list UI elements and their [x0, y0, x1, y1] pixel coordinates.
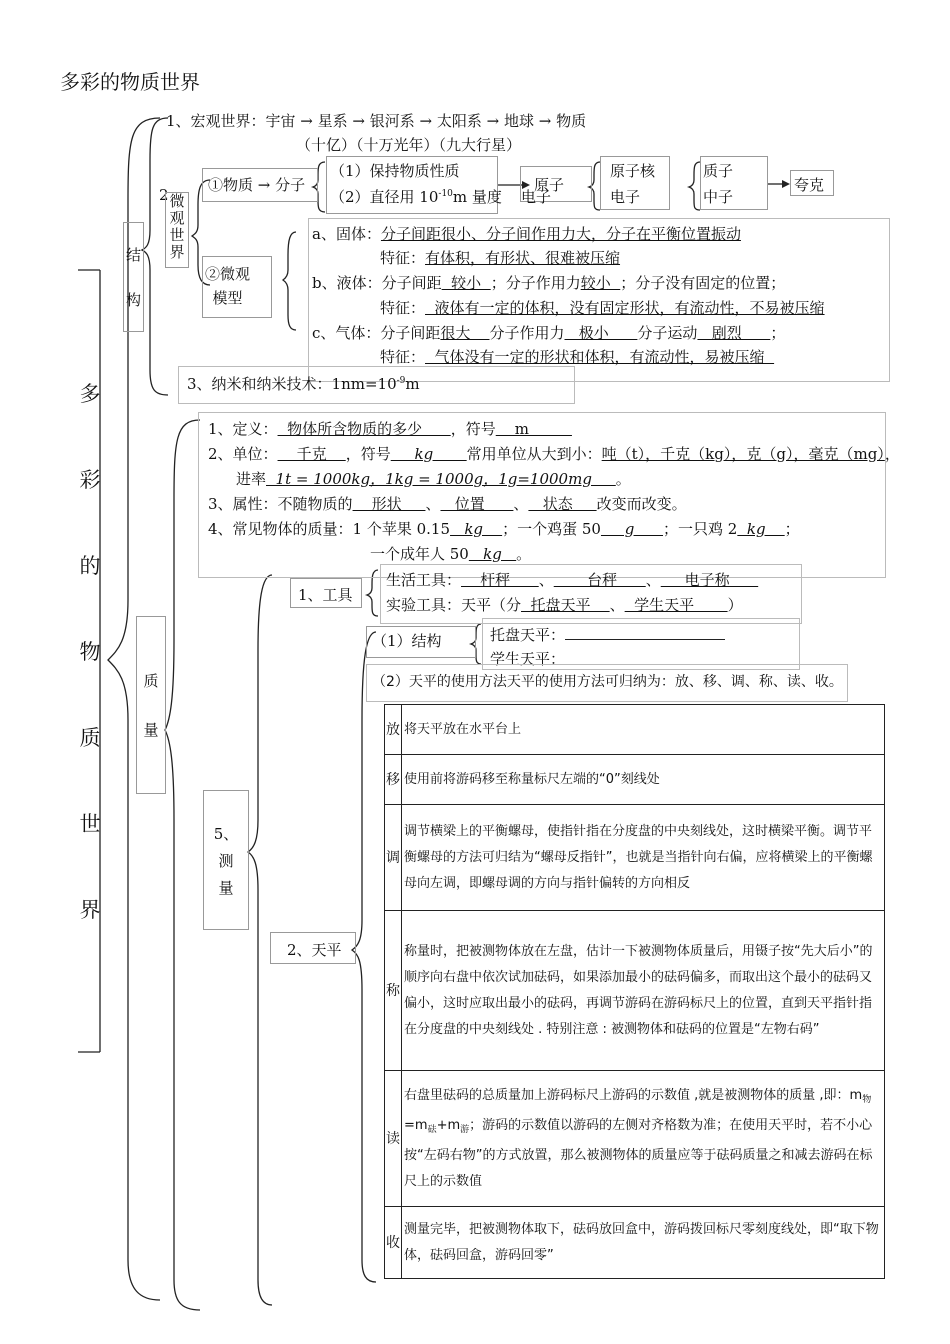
step-desc: 使用前将游码移至称量标尺左端的“0”刻线处: [402, 755, 885, 805]
read-sub-weight: 砝: [427, 1124, 437, 1135]
side-title-char: 多: [79, 382, 101, 406]
model-label: ②微观 模型: [205, 265, 251, 307]
micro-label-char: 世: [169, 226, 185, 244]
liquid-line: [312, 272, 785, 293]
nano-exp: -9: [396, 376, 406, 386]
gas-feature-prefix: 特征：: [380, 348, 426, 366]
solid-feature-text: 有体积，有形状、很难被压缩: [425, 249, 621, 267]
step-key: 移: [385, 755, 402, 805]
life-sep: 、: [538, 571, 554, 589]
exp-tray-balance: 托盘天平: [521, 596, 610, 614]
step-row: [385, 911, 885, 1071]
step-desc: 称量时，把被测物体放在左盘，估计一下被测物体质量后，用镊子按“先大后小”的顺序向右盘中依次试加砝码，如果添加最小的砝码偏多，而取出这个最小的砝码又偏小，这时应取出最小的砝码，再调节游码在游码标尺上的位置，直到天平指针指在分度盘的中央刻线处 . 特别注意 : 被测物体和砝码的位置是“左物右码”: [402, 911, 885, 1071]
step-key: 放: [385, 705, 402, 755]
liquid-feature-prefix: 特征：: [380, 299, 426, 317]
def-symbol: m: [495, 420, 572, 438]
common-apple-unit: kg: [450, 520, 503, 538]
solid-feature: [380, 247, 620, 268]
def-prefix: 1、定义：: [208, 420, 278, 438]
liquid-force: 较小: [580, 274, 621, 292]
gas-line: [312, 322, 785, 343]
mass-definition: [208, 418, 572, 439]
tray-balance-label: 托盘天平：: [490, 626, 566, 644]
side-title-char: 物: [79, 640, 101, 664]
step-desc: 调节横梁上的平衡螺母，使指针指在分度盘的中央刻线处，这时横梁平衡。调节平衡螺母的方法可归结为“螺母反指针”，也就是当指针向右偏，应将横梁上的平衡螺母向左调，即螺母调的方向与指针偏转的方向相反: [402, 805, 885, 911]
exp-tools: [386, 594, 743, 615]
molecule-prop-2: [330, 186, 502, 207]
proton: 质子: [703, 162, 734, 180]
read-sub-object: 物: [862, 1094, 872, 1105]
common-adult: 一个成年人 50: [370, 545, 469, 563]
step-desc: 测量完毕，把被测物体取下，砝码放回盒中，游码拨回标尺零刻度线处，即“取下物体，砝码回盒，游码回零”: [402, 1207, 885, 1279]
liquid-end: ；: [770, 274, 786, 292]
gas-prefix: c、气体：分子间距: [312, 324, 441, 342]
unit-symbol-prefix: ，符号: [345, 445, 391, 463]
unit-value: 千克: [277, 445, 346, 463]
attr-end: 改变而改变。: [596, 495, 687, 513]
gas-feature-text: 气体没有一定的形状和体积，有流动性，易被压缩: [425, 348, 775, 366]
liquid-motion: ；分子没有固定的位置: [620, 274, 771, 292]
gas-motion: 剧烈: [697, 324, 771, 342]
neutron: 中子: [703, 188, 734, 206]
def-symbol-prefix: ，符号: [450, 420, 496, 438]
molecule-prop-2-unit: m 量度: [452, 188, 502, 206]
step-desc: [402, 1071, 885, 1207]
exp-student-balance: 学生天平: [624, 596, 728, 614]
measure-label-char: 测: [218, 851, 234, 870]
mass-common: [208, 518, 800, 539]
exp-sep: 、: [609, 596, 625, 614]
read-sub-rider: 游: [460, 1124, 470, 1135]
unit-common-prefix: 常用单位从大到小：: [466, 445, 602, 463]
step-row: [385, 1207, 885, 1279]
gas-gap: 很大: [440, 324, 490, 342]
tray-balance: [490, 624, 725, 645]
step-key: 调: [385, 805, 402, 911]
molecule-lead: ①物质 → 分子: [208, 176, 306, 194]
mass-unit: [208, 443, 900, 464]
page-title: 多彩的物质世界: [60, 70, 200, 94]
liquid-prefix: b、液体：分子间距: [312, 274, 442, 292]
nano-unit: m: [405, 375, 420, 393]
liquid-feature-text: 液体有一定的体积，没有固定形状，有流动性，不易被压缩: [425, 299, 825, 317]
rate-value: 1t = 1000kg，1kg = 1000g，1g=1000mg: [266, 470, 616, 488]
gas-feature: [380, 346, 774, 367]
attr-sep: 、: [425, 495, 441, 513]
micro-label-char: 微: [169, 192, 185, 210]
attr-position: 位置: [440, 495, 514, 513]
tool-label: 1、工具: [298, 586, 353, 604]
life-electronic-scale: 电子称: [660, 571, 759, 589]
gas-force: 极小: [564, 324, 638, 342]
electron-1: 电子: [521, 188, 552, 206]
structure-label: [123, 222, 144, 332]
life-platform-scale: 台秤: [553, 571, 646, 589]
side-title-char: 世: [79, 812, 101, 836]
common-chicken-unit: kg: [737, 520, 785, 538]
attr-prefix: 3、属性：不随物质的: [208, 495, 353, 513]
side-title-char: 界: [79, 898, 101, 922]
student-balance: 学生天平：: [490, 650, 566, 668]
balance-label: 2、天平: [287, 941, 342, 959]
unit-end: ，: [884, 445, 900, 463]
step-key: 收: [385, 1207, 402, 1279]
read-plus: +m: [436, 1117, 461, 1133]
read-text-b: ；游码的示数值以游码的左侧对齐格数为准；在使用天平时，若不小心按“左码右物”的方式放置，那么被测物体的质量应等于砝码质量之和减去游码在标尺上的示数值: [404, 1117, 873, 1189]
micro-label-char: 观: [169, 209, 185, 227]
atom: 原子: [534, 176, 565, 194]
def-value: 物体所含物质的多少: [277, 420, 451, 438]
exp-end: ）: [727, 596, 743, 614]
common-chicken: ；一只鸡 2: [663, 520, 738, 538]
common-egg-unit: g: [600, 520, 664, 538]
read-eq: =m: [404, 1117, 428, 1133]
mass-label-char: 量: [143, 721, 159, 739]
solid-desc: 分子间距很小、分子间作用力大，分子在平衡位置振动: [380, 225, 741, 243]
mass-label: [136, 616, 166, 794]
step-row: [385, 805, 885, 911]
step-key: 读: [385, 1071, 402, 1207]
molecule-prop-1: （1）保持物质性质: [330, 162, 460, 180]
step-key: 称: [385, 911, 402, 1071]
rate-prefix: 进率: [236, 470, 267, 488]
rate-end: 。: [615, 470, 631, 488]
measure-label-char: 5、: [213, 824, 239, 843]
micro-label-char: 界: [169, 243, 185, 261]
struct-label: （1）结构: [372, 632, 442, 650]
read-text-a: 右盘里砝码的总质量加上游码标尺上游码的示数值 ,就是被测物体的质量 ,即：m: [404, 1087, 863, 1103]
measure-label: [203, 790, 249, 930]
mass-rate: [236, 468, 631, 489]
electron-2: 电子: [610, 188, 641, 206]
solid-prefix: a、固体：: [312, 225, 381, 243]
macro-world: 1、宏观世界：宇宙 → 星系 → 银河系 → 太阳系 → 地球 → 物质: [166, 112, 587, 130]
common-apple: 4、常见物体的质量：1 个苹果 0.15: [208, 520, 451, 538]
common-egg: ；一个鸡蛋 50: [502, 520, 601, 538]
mass-label-char: 质: [143, 672, 159, 690]
nano-text: 3、纳米和纳米技术：1nm=10: [187, 375, 397, 393]
step-row: [385, 755, 885, 805]
common-end: ；: [784, 520, 800, 538]
molecule-prop-2-exp: -10: [438, 189, 453, 199]
nano-line: [187, 373, 420, 394]
structure-label-char: 结: [125, 246, 141, 264]
life-prefix: 生活工具：: [386, 571, 462, 589]
life-tools: [386, 569, 758, 590]
unit-prefix: 2、单位：: [208, 445, 278, 463]
measure-label-char: 量: [218, 878, 234, 897]
liquid-gap: 较小: [441, 274, 491, 292]
attr-sep: 、: [513, 495, 529, 513]
side-title-char: 彩: [79, 468, 101, 492]
micro-world-label: [165, 192, 189, 268]
tray-balance-blank[interactable]: [565, 627, 725, 640]
unit-list: 吨（t），千克（kg），克（g），毫克（mg）: [601, 445, 885, 463]
liquid-feature: [380, 297, 825, 318]
gas-motion-prefix: 分子运动: [637, 324, 698, 342]
gas-end: ；: [770, 324, 786, 342]
side-title: [78, 378, 102, 924]
life-steelyard: 杆秤: [461, 571, 539, 589]
common-adult-unit: kg: [468, 545, 517, 563]
molecule-prop-2-text: （2）直径用 10: [330, 188, 439, 206]
gas-force-prefix: 分子作用力: [489, 324, 565, 342]
macro-note: （十亿）（十万光年）（九大行星）: [296, 136, 522, 154]
nucleus: 原子核: [610, 162, 656, 180]
usage-text: （2）天平的使用方法天平的使用方法可归纳为：放、移、调、称、读、收。: [372, 674, 843, 690]
attr-state: 状态: [528, 495, 597, 513]
mass-attribute: [208, 493, 687, 514]
side-title-char: 的: [79, 554, 101, 578]
exp-prefix: 实验工具：天平（分: [386, 596, 522, 614]
micro-number: 2: [159, 186, 169, 204]
unit-symbol: kg: [390, 445, 467, 463]
life-sep: 、: [645, 571, 661, 589]
balance-steps-table: [384, 704, 885, 1279]
step-row: [385, 1071, 885, 1207]
step-desc: 将天平放在水平台上: [402, 705, 885, 755]
quark: 夸克: [794, 176, 825, 194]
liquid-force-prefix: ；分子作用力: [490, 274, 581, 292]
solid-line: [312, 223, 741, 244]
solid-feature-prefix: 特征：: [380, 249, 426, 267]
mass-common-adult: [370, 543, 531, 564]
structure-label-char: 构: [125, 291, 141, 309]
common-adult-end: 。: [516, 545, 532, 563]
attr-shape: 形状: [352, 495, 426, 513]
side-title-char: 质: [79, 726, 101, 750]
step-row: [385, 705, 885, 755]
